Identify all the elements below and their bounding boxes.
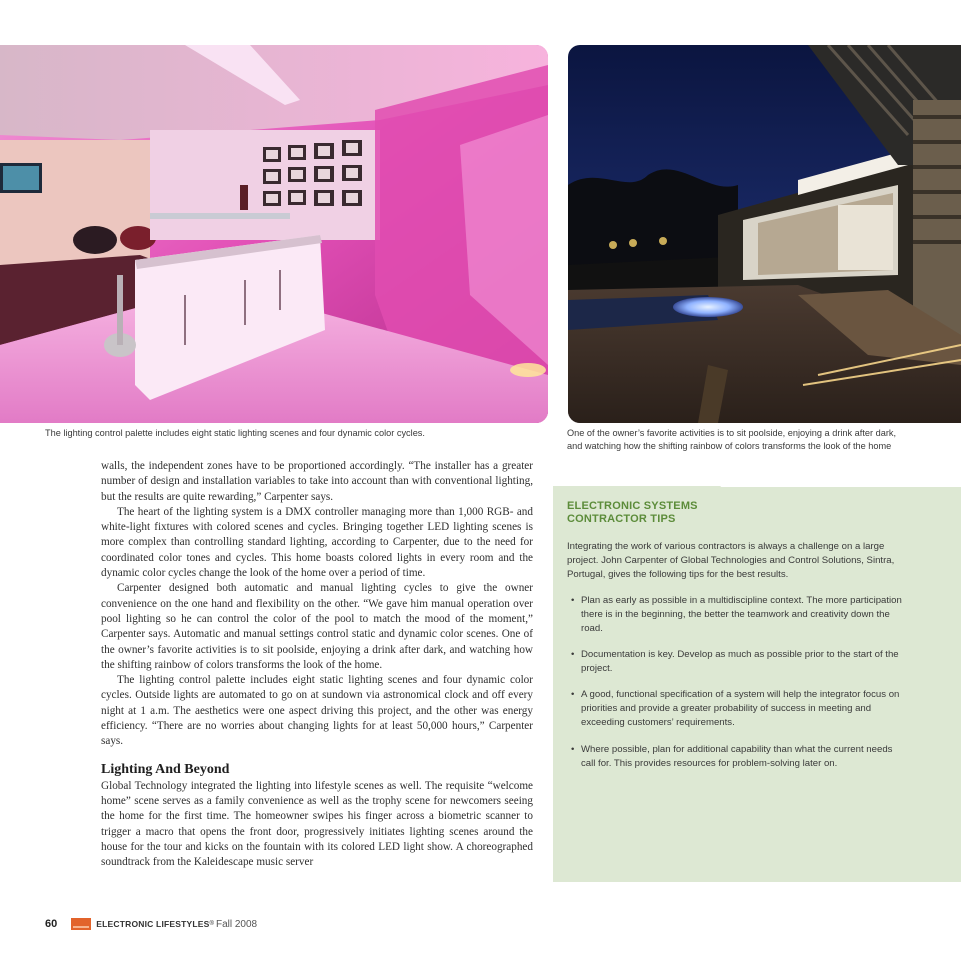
tips-list bbox=[567, 594, 907, 771]
article-body bbox=[101, 459, 533, 870]
article-paragraph: The heart of the lighting system is a DMX controller managing more than 1,000 RGB- and white-light fixtures with colored scenes and cycles. Bringing together LED lighting scenes is more complex than controlling standard lighting, according to Carpenter, due to the need for coordinated color tones and cycles. This home boasts colored lights in every room and the dynamic color cycles change the look of the home over a period of time. bbox=[101, 505, 533, 580]
poolside-photo bbox=[568, 45, 961, 423]
tip-item: • Documentation is key. Develop as much as possible prior to the start of the project. bbox=[567, 648, 907, 688]
sidebar-title-line: CONTRACTOR TIPS bbox=[567, 513, 676, 525]
issue-date: Fall 2008 bbox=[215, 918, 258, 930]
page-number: 60 bbox=[45, 918, 58, 930]
article-paragraph: Carpenter designed both automatic and manual lighting cycles to give the owner convenience on the one hand and flexibility on the other. “We gave him manual operation over pool lighting so he can control the color of the pool to match the mood of the moment,” Carpenter says. Automatic and manual settings control static and dynamic color scenes. One of the owner’s favorite activities is to sit poolside, enjoying a drink after dark, and watching how the shifting rainbow of colors transforms the look of the home. bbox=[101, 582, 533, 671]
sidebar-intro: Integrating the work of various contractors is always a challenge on a large project. John Carpenter of Global Technologies and Control Solutions, Sintra, Portugal, gives the following tips for the best results. bbox=[567, 541, 895, 580]
article-paragraph: walls, the independent zones have to be proportioned accordingly. “The installer has a greater number of design and installation variables to take into account than with conventional lighting, but the results are quite rewarding,” Carpenter says. bbox=[101, 460, 533, 503]
section-heading: Lighting And Beyond bbox=[101, 761, 230, 777]
sidebar-title-line: ELECTRONIC SYSTEMS bbox=[567, 500, 698, 512]
registered-mark: ® bbox=[209, 921, 214, 927]
tip-item: • Where possible, plan for additional capability than what the current needs call for. This provides resources for problem-solving later on. bbox=[567, 743, 907, 771]
tip-item: • A good, functional specification of a system will help the integrator focus on priorities and provide a greater probability of success in meeting and exceeding customers’ requirements. bbox=[567, 688, 907, 743]
sidebar-title bbox=[567, 500, 787, 526]
magazine-logo-icon bbox=[71, 918, 91, 930]
page-footer bbox=[45, 917, 257, 931]
tip-item: • Plan as early as possible in a multidiscipline context. The more participation there is in the beginning, the better the teamwork and creativity down the road. bbox=[567, 594, 907, 648]
article-paragraph: Global Technology integrated the lighting into lifestyle scenes as well. The requisite “welcome home” scene serves as a family convenience as well as the trophy scene for newcomers seeing the home for the first time. The homeowner swipes his finger across a biometric scanner to trigger a macro that opens the front door, progressively initiates lighting scenes around the house for the tour and kicks on the fountain with its colored LED light show. A choreographed soundtrack from the Kaleidescape music server bbox=[101, 779, 533, 869]
article-paragraph: The lighting control palette includes eight static lighting scenes and four dynamic color cycles. Outside lights are automated to go on at sundown via astronomical clock and off every night at 1 a.m. The aesthetics were one aspect driving this project, and the other was energy efficiency. “There are no worries about changing lights for at least 50,000 hours,” Carpenter says. bbox=[101, 674, 533, 748]
photo-caption-right: One of the owner’s favorite activities is to sit poolside, enjoying a drink after dark, and watching how the shifting rainbow of colors transforms the look of the home bbox=[567, 428, 897, 451]
magazine-name: ELECTRONIC LIFESTYLES bbox=[96, 919, 210, 929]
interior-photo-illustration bbox=[0, 45, 548, 423]
poolside-photo-illustration bbox=[568, 45, 961, 423]
interior-photo bbox=[0, 45, 548, 423]
photo-caption-left: The lighting control palette includes eight static lighting scenes and four dynamic color cycles. bbox=[45, 428, 425, 438]
